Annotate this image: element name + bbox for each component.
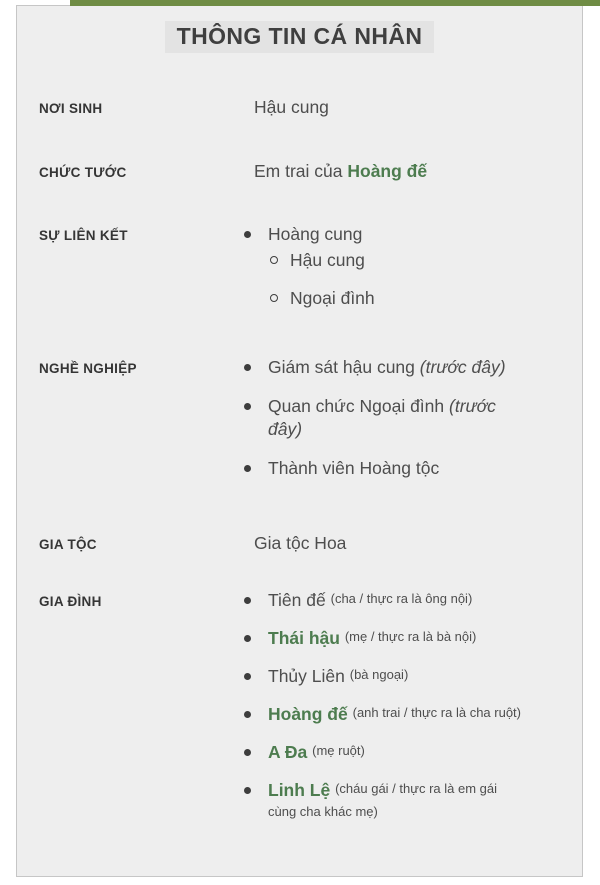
affiliation-sublist [264,249,566,310]
row-family [39,589,566,825]
row-occupation-value [254,356,566,480]
infobox-rows [17,96,582,825]
row-birthplace [39,96,566,119]
row-affiliation-label: SỰ LIÊN KẾT [39,228,128,243]
list-item [242,741,528,764]
row-rank-value [254,160,566,183]
row-clan-label: GIA TỘC [39,537,97,552]
affiliation-list [242,223,566,310]
list-item [242,356,520,379]
family-relation-note: (cháu gái / thực ra là em gái cùng cha khác mẹ) [268,781,497,819]
infobox-title: THÔNG TIN CÁ NHÂN [165,21,435,53]
family-member-link-linh-le[interactable]: Linh Lệ [268,780,331,800]
row-occupation-label: NGHỀ NGHIỆP [39,361,137,376]
row-family-value [254,589,566,825]
row-birthplace-value: Hậu cung [254,97,329,117]
list-item [242,627,528,650]
family-member-thuy-lien: Thủy Liên [268,666,345,686]
affiliation-item: Hoàng cung [268,224,363,244]
affiliation-subitem: Ngoại đình [290,288,375,308]
row-affiliation-value [254,223,566,310]
row-clan [39,532,566,555]
family-relation-note: (mẹ ruột) [312,743,365,758]
occupation-former-note: (trước đây) [419,357,506,377]
row-rank-label: CHỨC TƯỚC [39,165,127,180]
family-list [242,589,566,825]
family-member-link-thai-hau[interactable]: Thái hậu [268,628,340,648]
family-member-link-hoang-de[interactable]: Hoàng đế [268,704,348,724]
infobox-personal-info [16,5,583,877]
family-member-link-a-da[interactable]: A Đa [268,742,308,762]
occupation-list [242,356,566,480]
list-item [264,249,566,272]
family-relation-note: (anh trai / thực ra là cha ruột) [352,705,521,720]
list-item [242,589,528,612]
link-hoang-de[interactable]: Hoàng đế [347,161,428,181]
occupation-text: Giám sát hậu cung [268,357,420,377]
row-family-label: GIA ĐÌNH [39,594,102,609]
list-item [242,703,528,726]
family-relation-note: (bà ngoại) [349,667,409,682]
row-occupation [39,356,566,480]
row-rank-text: Em trai của [254,161,348,181]
list-item [242,395,520,441]
infobox-header [17,21,582,53]
row-clan-value: Gia tộc Hoa [254,533,347,553]
list-item [264,287,566,310]
row-rank [39,160,566,183]
family-relation-note: (mẹ / thực ra là bà nội) [344,629,477,644]
row-birthplace-label: NƠI SINH [39,101,103,116]
list-item [242,457,520,480]
family-member-tien-de: Tiên đế [268,590,326,610]
list-item [242,665,528,688]
list-item [242,779,528,825]
family-relation-note: (cha / thực ra là ông nội) [330,591,473,606]
top-accent-bar [70,0,600,6]
occupation-text: Quan chức Ngoại đình [268,396,449,416]
affiliation-subitem: Hậu cung [290,250,365,270]
row-affiliation [39,223,566,310]
occupation-former-note: (trước đây) [268,396,496,439]
occupation-text: Thành viên Hoàng tộc [268,458,440,478]
list-item [242,223,566,310]
